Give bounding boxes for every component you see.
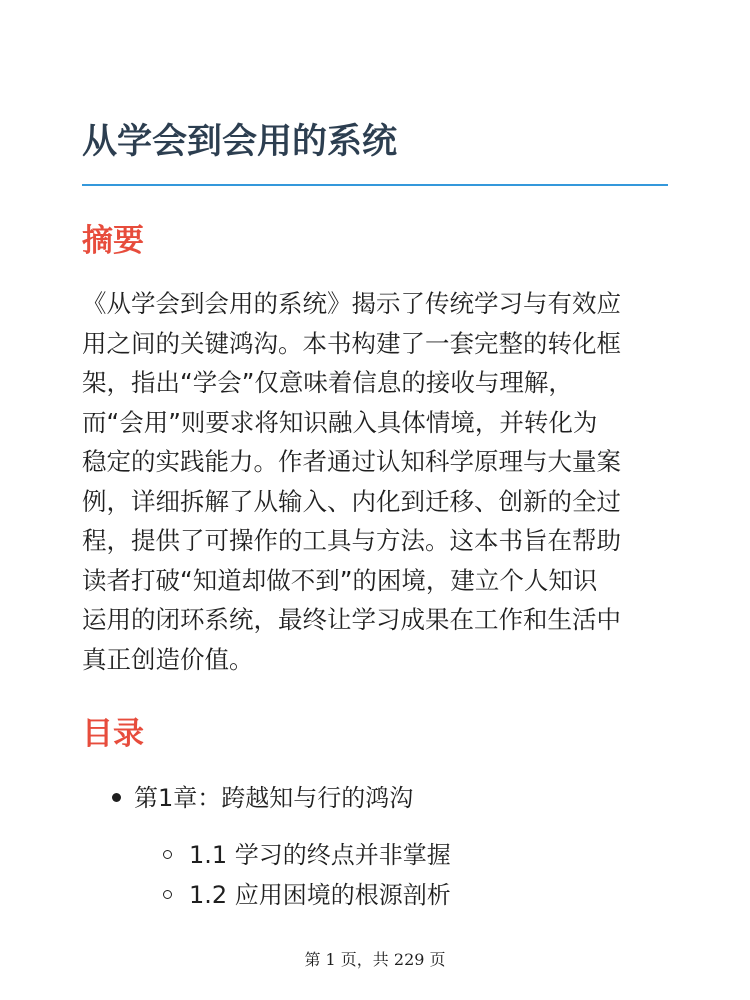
abstract-line: 例，详细拆解了从输入、内化到迁移、创新的全过	[82, 486, 621, 516]
abstract-line: 运用的闭环系统，最终让学习成果在工作和生活中	[82, 605, 621, 634]
page-title: 从学会到会用的系统	[82, 122, 398, 162]
filled-bullet-icon	[112, 793, 121, 802]
title-divider	[82, 184, 668, 186]
toc-section-item[interactable]: 1.1 学习的终点并非掌握	[189, 841, 451, 869]
abstract-line: 架，指出“学会”仅意味着信息的接收与理解，	[82, 368, 573, 397]
abstract-line: 稳定的实践能力。作者通过认知科学原理与大量案	[82, 447, 621, 476]
abstract-line: 读者打破“知道却做不到”的困境，建立个人知识	[82, 565, 598, 595]
abstract-line: 而“会用”则要求将知识融入具体情境，并转化为	[82, 407, 598, 437]
toc-section-item[interactable]: 1.2 应用困境的根源剖析	[189, 881, 451, 909]
abstract-heading: 摘要	[82, 223, 144, 259]
toc-chapter-item[interactable]: 第1章：跨越知与行的鸿沟	[134, 784, 414, 812]
abstract-line: 《从学会到会用的系统》揭示了传统学习与有效应	[82, 289, 621, 318]
hollow-bullet-icon	[163, 890, 172, 899]
hollow-bullet-icon	[163, 850, 172, 859]
abstract-line: 真正创造价值。	[82, 644, 254, 674]
abstract-line: 程，提供了可操作的工具与方法。这本书旨在帮助	[82, 526, 621, 555]
toc-heading: 目录	[82, 716, 144, 752]
abstract-line: 用之间的关键鸿沟。本书构建了一套完整的转化框	[82, 328, 621, 358]
abstract-body	[82, 284, 682, 679]
page-number-footer: 第 1 页，共 229 页	[304, 950, 446, 969]
